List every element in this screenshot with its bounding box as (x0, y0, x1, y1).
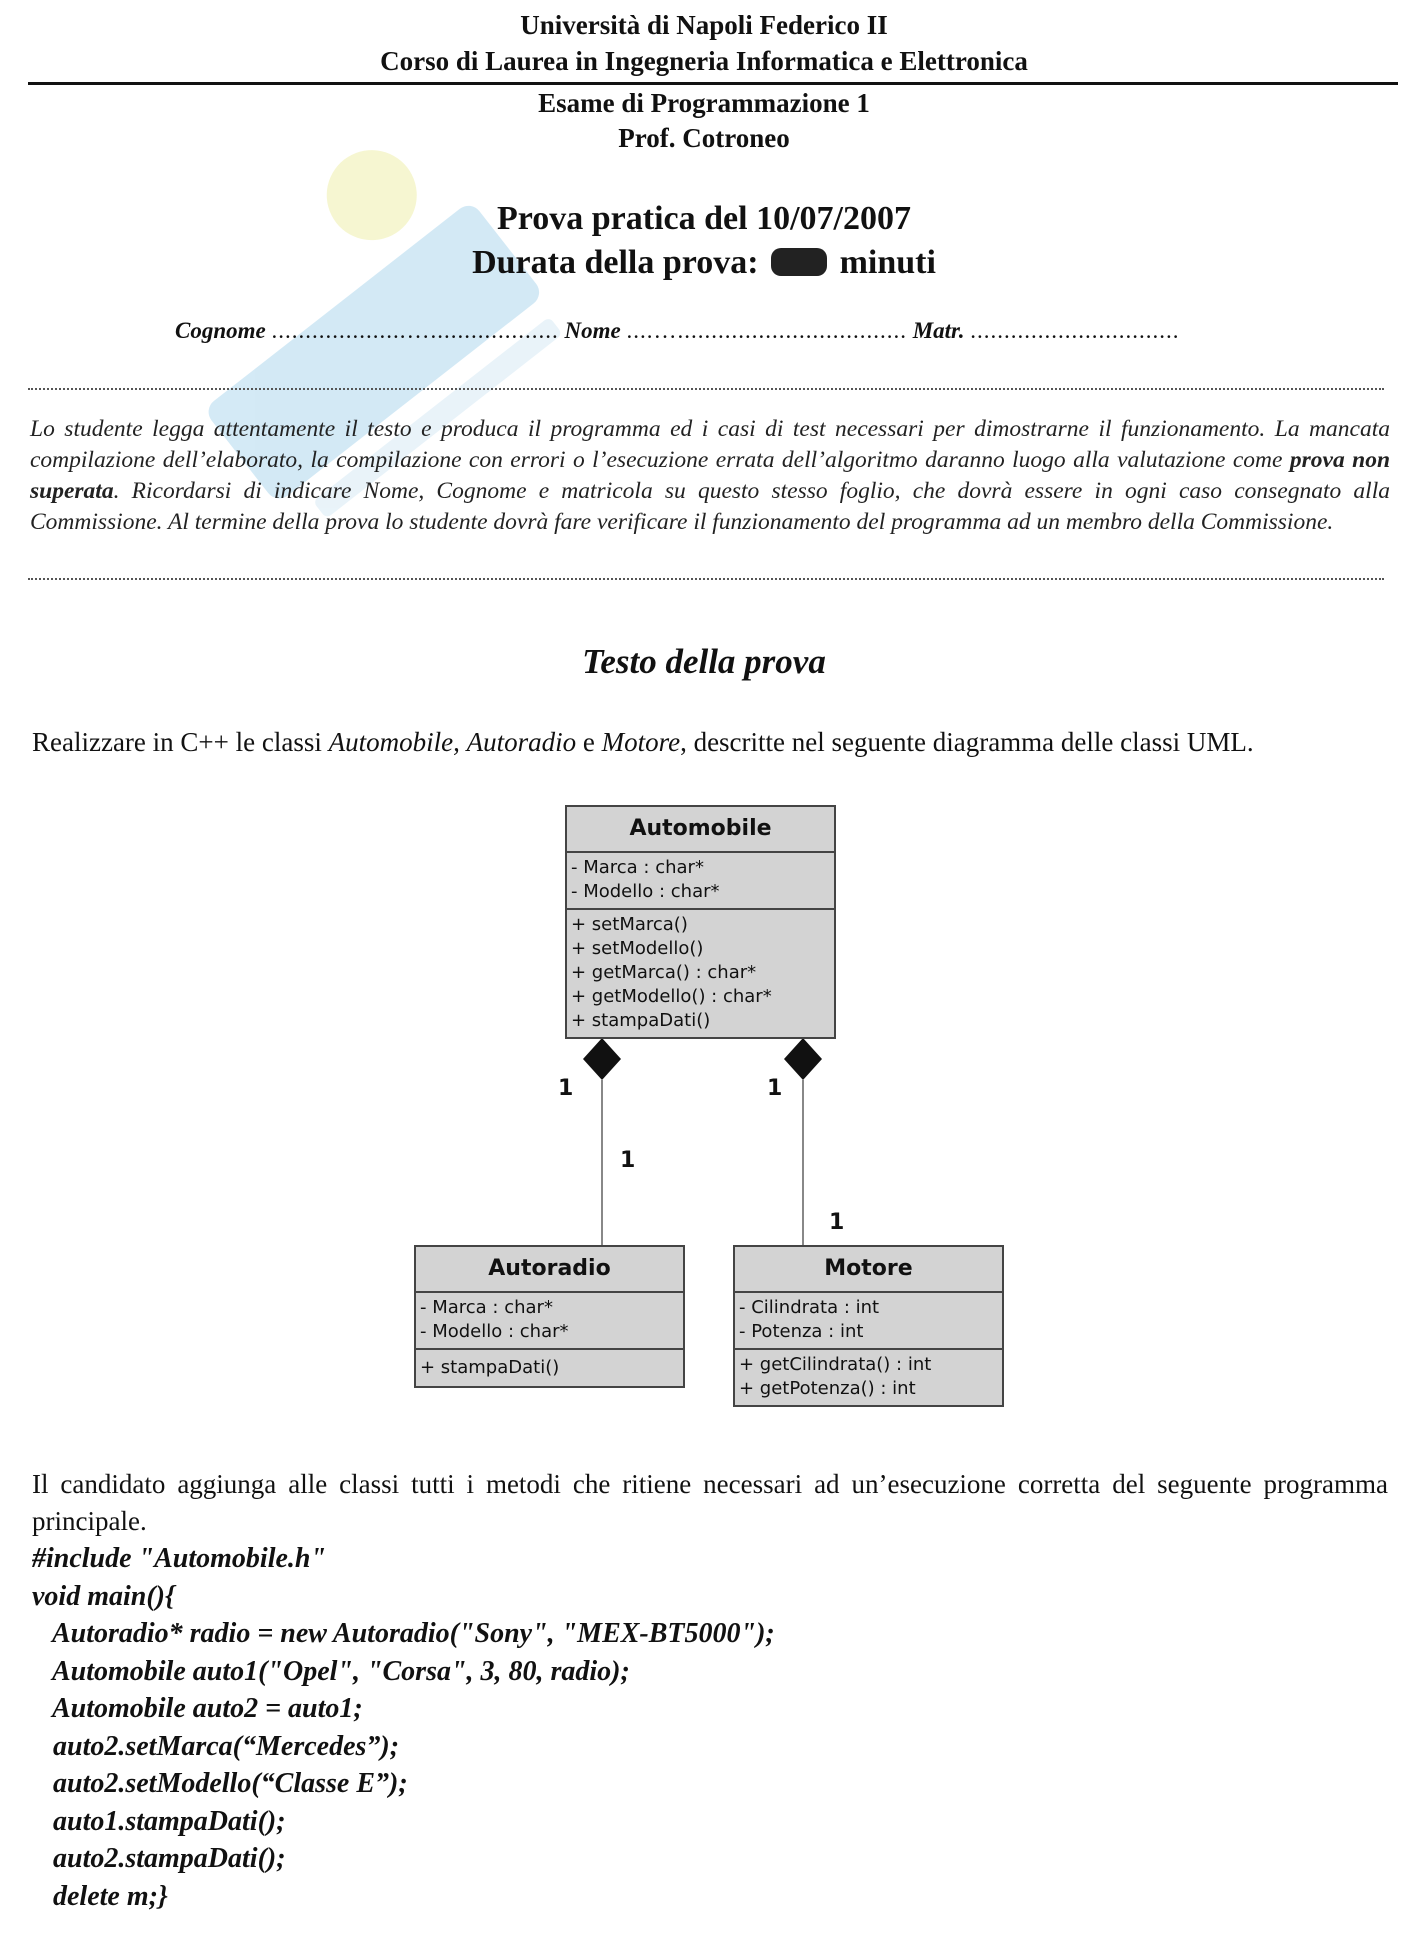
duration-suffix: minuti (839, 244, 936, 281)
class-autoradio-methods (416, 1348, 683, 1386)
class-automobile (565, 805, 836, 1039)
test-title: Prova pratica del 10/07/2007 (497, 200, 911, 237)
name-field[interactable]: ....….................................. (626, 318, 907, 343)
section-title: Testo della prova (582, 642, 826, 681)
code-line: delete m;} (32, 1880, 168, 1912)
code-line: Autoradio* radio = new Autoradio("Sony", "MEX-BT5000"); (32, 1618, 775, 1649)
exam-name: Esame di Programmazione 1 (538, 88, 870, 118)
code-line: auto2.setMarca(“Mercedes”); (32, 1730, 400, 1762)
composition-diamond-left (583, 1038, 621, 1080)
class-ref-autoradio: Autoradio (466, 727, 577, 757)
multiplicity-left-top: 1 (558, 1076, 574, 1101)
course-name: Corso di Laurea in Ingegneria Informatica e Elettronica (380, 46, 1028, 76)
matr-label: Matr. (912, 318, 965, 343)
candidate-paragraph: Il candidato aggiunga alle classi tutti i metodi che ritiene necessari ad un’esecuzione corretta del seguente programma principale. (32, 1469, 1388, 1536)
attribute: - Potenza : int (739, 1321, 864, 1342)
professor-name: Prof. Cotroneo (618, 123, 790, 153)
code-listing (32, 1540, 775, 1915)
instructions-bold: prova non superata (30, 447, 1391, 504)
multiplicity-right-top: 1 (767, 1076, 783, 1101)
class-motore (733, 1245, 1004, 1407)
class-automobile-attributes (567, 853, 834, 908)
method: + stampaDati() (420, 1357, 560, 1378)
method: + setModello() (571, 938, 704, 959)
attribute: - Marca : char* (571, 857, 704, 878)
intro-text-3: , descritte nel seguente diagramma delle classi UML. (680, 727, 1254, 757)
name-label: Nome (564, 318, 621, 343)
class-autoradio (414, 1245, 685, 1388)
class-motore-attributes (735, 1293, 1002, 1348)
code-line: void main(){ (32, 1580, 175, 1612)
surname-field[interactable]: ....................…................... (271, 318, 559, 343)
attribute: - Modello : char* (420, 1321, 569, 1342)
code-line: auto2.stampaDati(); (32, 1843, 286, 1874)
code-line: auto2.setModello(“Classe E”); (32, 1768, 408, 1799)
university-name: Università di Napoli Federico II (520, 10, 888, 40)
multiplicity-right-bottom: 1 (829, 1210, 845, 1235)
class-autoradio-attributes (416, 1293, 683, 1348)
instructions-part1: Lo studente legga attentamente il testo e produca il programma ed i casi di test necessari per dimostrarne il funzionamento. La mancata compilazione dell’elaborato, la compilazione con errori o l’esecuzione errata dell’algoritmo daranno luogo alla valutazione come (30, 416, 1390, 473)
code-line: Automobile auto1("Opel", "Corsa", 3, 80, radio); (32, 1655, 630, 1687)
class-autoradio-name: Autoradio (416, 1247, 683, 1293)
code-line: #include "Automobile.h" (32, 1543, 327, 1574)
attribute: - Cilindrata : int (739, 1297, 880, 1318)
code-line: Automobile auto2 = auto1; (32, 1693, 363, 1724)
class-motore-name: Motore (735, 1247, 1002, 1293)
class-ref-automobile: Automobile, (328, 727, 460, 757)
method: + getMarca() : char* (571, 962, 757, 983)
duration-prefix: Durata della prova: (472, 244, 759, 281)
attribute: - Marca : char* (420, 1297, 553, 1318)
intro-text-2: e (582, 727, 595, 757)
class-ref-motore: Motore (601, 727, 681, 757)
method: + getModello() : char* (571, 986, 772, 1007)
method: + stampaDati() (571, 1010, 711, 1031)
surname-label: Cognome (175, 318, 266, 343)
code-line: auto1.stampaDati(); (32, 1805, 286, 1837)
composition-diamond-right (784, 1038, 822, 1080)
class-automobile-name: Automobile (567, 807, 834, 853)
instructions-part2: . Ricordarsi di indicare Nome, Cognome e matricola su questo stesso foglio, che dovrà essere in ogni caso consegnato alla Commissione. Al termine della prova lo studente dovrà fare verificare il funzionamento del programma ad un membro della Commissione. (30, 478, 1390, 535)
method: + getPotenza() : int (739, 1378, 916, 1399)
intro-text-1: Realizzare in C++ le classi (32, 727, 322, 757)
method: + setMarca() (571, 914, 688, 935)
multiplicity-left-bottom: 1 (620, 1148, 636, 1173)
matr-field[interactable]: ............................... (970, 318, 1180, 343)
method: + getCilindrata() : int (739, 1354, 932, 1375)
attribute: - Modello : char* (571, 881, 720, 902)
class-motore-methods (735, 1348, 1002, 1405)
class-automobile-methods (567, 908, 834, 1037)
